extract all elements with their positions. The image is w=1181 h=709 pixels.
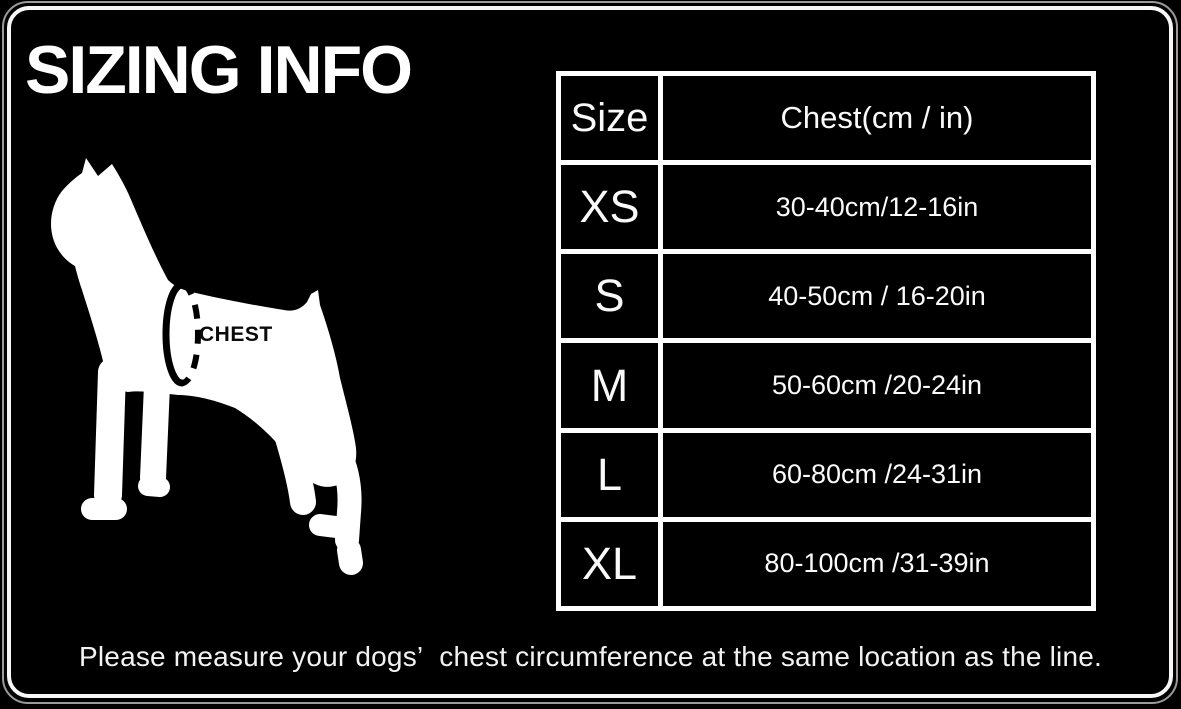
dog-front-leg-far bbox=[153, 385, 157, 478]
chest-label: CHEST bbox=[199, 323, 273, 346]
dog-hind-leg-near bbox=[288, 438, 303, 502]
dog-silhouette-icon bbox=[20, 140, 440, 620]
chest-cell-l: 60-80cm /24-31in bbox=[663, 433, 1091, 517]
header-size: Size bbox=[561, 76, 658, 160]
size-cell-l: L bbox=[561, 433, 658, 517]
dog-front-paw-far bbox=[148, 486, 160, 487]
size-cell-xs: XS bbox=[561, 165, 658, 249]
page-title: SIZING INFO bbox=[25, 32, 411, 108]
chest-cell-xl: 80-100cm /31-39in bbox=[663, 522, 1091, 606]
chest-cell-xs: 30-40cm/12-16in bbox=[663, 165, 1091, 249]
dog-diagram bbox=[20, 140, 440, 620]
chest-cell-m: 50-60cm /20-24in bbox=[663, 343, 1091, 427]
chest-cell-s: 40-50cm / 16-20in bbox=[663, 254, 1091, 338]
header-chest: Chest(cm / in) bbox=[663, 76, 1091, 160]
size-cell-s: S bbox=[561, 254, 658, 338]
measure-instruction: Please measure your dogs’ chest circumference at the same location as the line. bbox=[79, 641, 1102, 672]
size-table bbox=[556, 71, 1096, 611]
size-table-grid bbox=[561, 76, 1091, 606]
dog-hind-leg-far bbox=[338, 450, 350, 540]
size-cell-xl: XL bbox=[561, 522, 658, 606]
dog-front-leg-near bbox=[108, 372, 112, 495]
size-cell-m: M bbox=[561, 343, 658, 427]
dog-hind-paw-far bbox=[349, 550, 351, 563]
